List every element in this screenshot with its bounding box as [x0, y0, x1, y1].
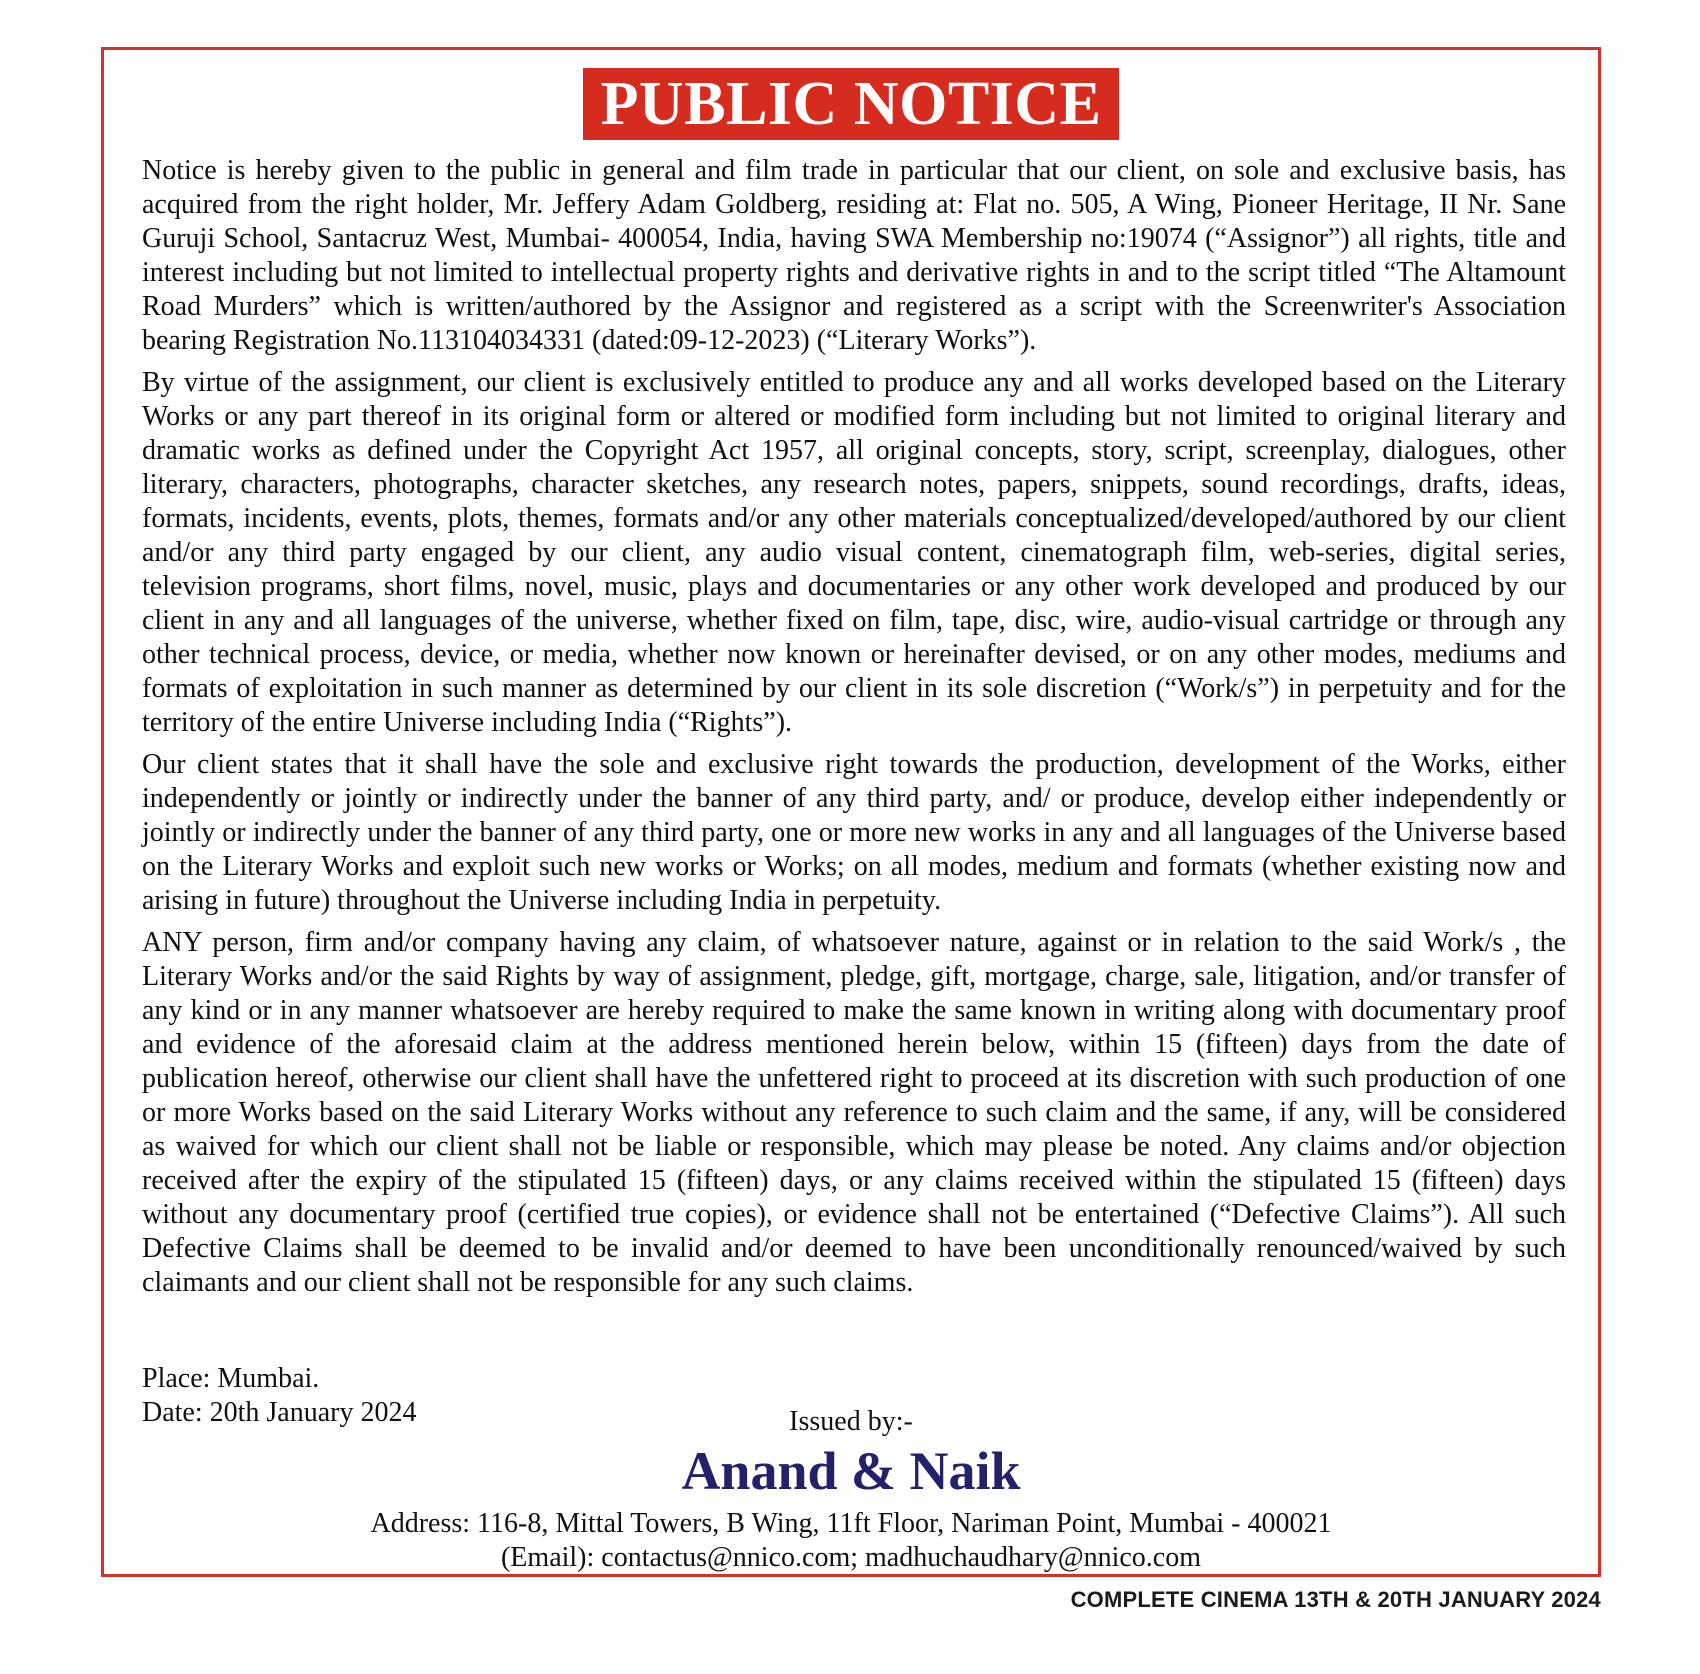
paragraph-rights-scope: By virtue of the assignment, our client is exclusively entitled to produce any and all works developed based on the Literary Works or any part thereof in its original form or altered or modified form including but not limited to original literary and dramatic works as defined under the Copyright Act 1957, all original concepts, story, script, screenplay, dialogues, other literary, characters, photographs, character sketches, any research notes, papers, snippets, sound recordings, drafts, ideas, formats, incidents, events, plots, themes, formats and/or any other materials conceptualized/developed/authored by our client and/or any third party engaged by our client, any audio visual content, cinematograph film, web-series, digital series, television programs, short films, novel, music, plays and documentaries or any other work developed and produced by our client in any and all languages of the universe, whether fixed on film, tape, disc, wire, audio-visual cartridge or through any other technical process, device, or media, whether now known or hereinafter devised, or on any other modes, mediums and formats of exploitation in such manner as determined by our client in its sole discretion (“Work/s”) in perpetuity and for the territory of the entire Universe including India (“Rights”).: [142, 367, 1566, 738]
firm-address: Address: 116-8, Mittal Towers, B Wing, 11ft Floor, Nariman Point, Mumbai - 400021: [370, 1508, 1332, 1539]
firm-email: (Email): contactus@nnico.com; madhuchaudhary@nnico.com: [500, 1542, 1202, 1573]
publication-footer: COMPLETE CINEMA 13TH & 20TH JANUARY 2024: [1070, 1587, 1601, 1612]
date-text: Date: 20th January 2024: [142, 1397, 417, 1428]
paragraph-assignment-intro: Notice is hereby given to the public in general and film trade in particular that our client, on sole and exclusive basis, has acquired from the right holder, Mr. Jeffery Adam Goldberg, residing at: Flat no. 505, A Wing, Pioneer Heritage, II Nr. Sane Guruji School, Santacruz West, Mumbai- 400054, India, having SWA Membership no:19074 (“Assignor”) all rights, title and interest including but not limited to intellectual property rights and derivative rights in and to the script titled “The Altamount Road Murders” which is written/authored by the Assignor and registered as a script with the Screenwriter's Association bearing Registration No.113104034331 (dated:09-12-2023) (“Literary Works”).: [142, 155, 1566, 356]
title-container: [104, 68, 1598, 140]
issued-by-label: Issued by:-: [789, 1406, 913, 1437]
notice-title: PUBLIC NOTICE: [583, 68, 1120, 140]
notice-body: [142, 154, 1566, 1308]
paragraph-exclusive-right: Our client states that it shall have the sole and exclusive right towards the production, development of the Works, either independently or jointly or indirectly under the banner of any third party, and/ or produce, develop either independently or jointly or indirectly under the banner of any third party, one or more new works in any and all languages of the Universe based on the Literary Works and exploit such new works or Works; on all modes, medium and formats (whether existing now and arising in future) throughout the Universe including India in perpetuity.: [142, 749, 1566, 916]
issued-by-block: [104, 1405, 1598, 1439]
notice-border: [101, 47, 1601, 1577]
firm-name: Anand & Naik: [681, 1441, 1021, 1501]
paragraph-claims: ANY person, firm and/or company having any claim, of whatsoever nature, against or in relation to the said Work/s , the Literary Works and/or the said Rights by way of assignment, pledge, gift, mortgage, charge, sale, litigation, and/or transfer of any kind or in any manner whatsoever are hereby required to make the same known in writing along with documentary proof and evidence of the aforesaid claim at the address mentioned herein below, within 15 (fifteen) days from the date of publication hereof, otherwise our client shall have the unfettered right to proceed at its discretion with such production of one or more Works based on the said Literary Works without any reference to such claim and the same, if any, will be considered as waived for which our client shall not be liable or responsible, which may please be noted. Any claims and/or objection received after the expiry of the stipulated 15 (fifteen) days, or any claims received within the stipulated 15 (fifteen) days without any documentary proof (certified true copies), or evidence shall not be entertained (“Defective Claims”). All such Defective Claims shall be deemed to be invalid and/or deemed to have been unconditionally renounced/waived by such claimants and our client shall not be responsible for any such claims.: [142, 927, 1566, 1298]
place-text: Place: Mumbai.: [142, 1363, 320, 1394]
